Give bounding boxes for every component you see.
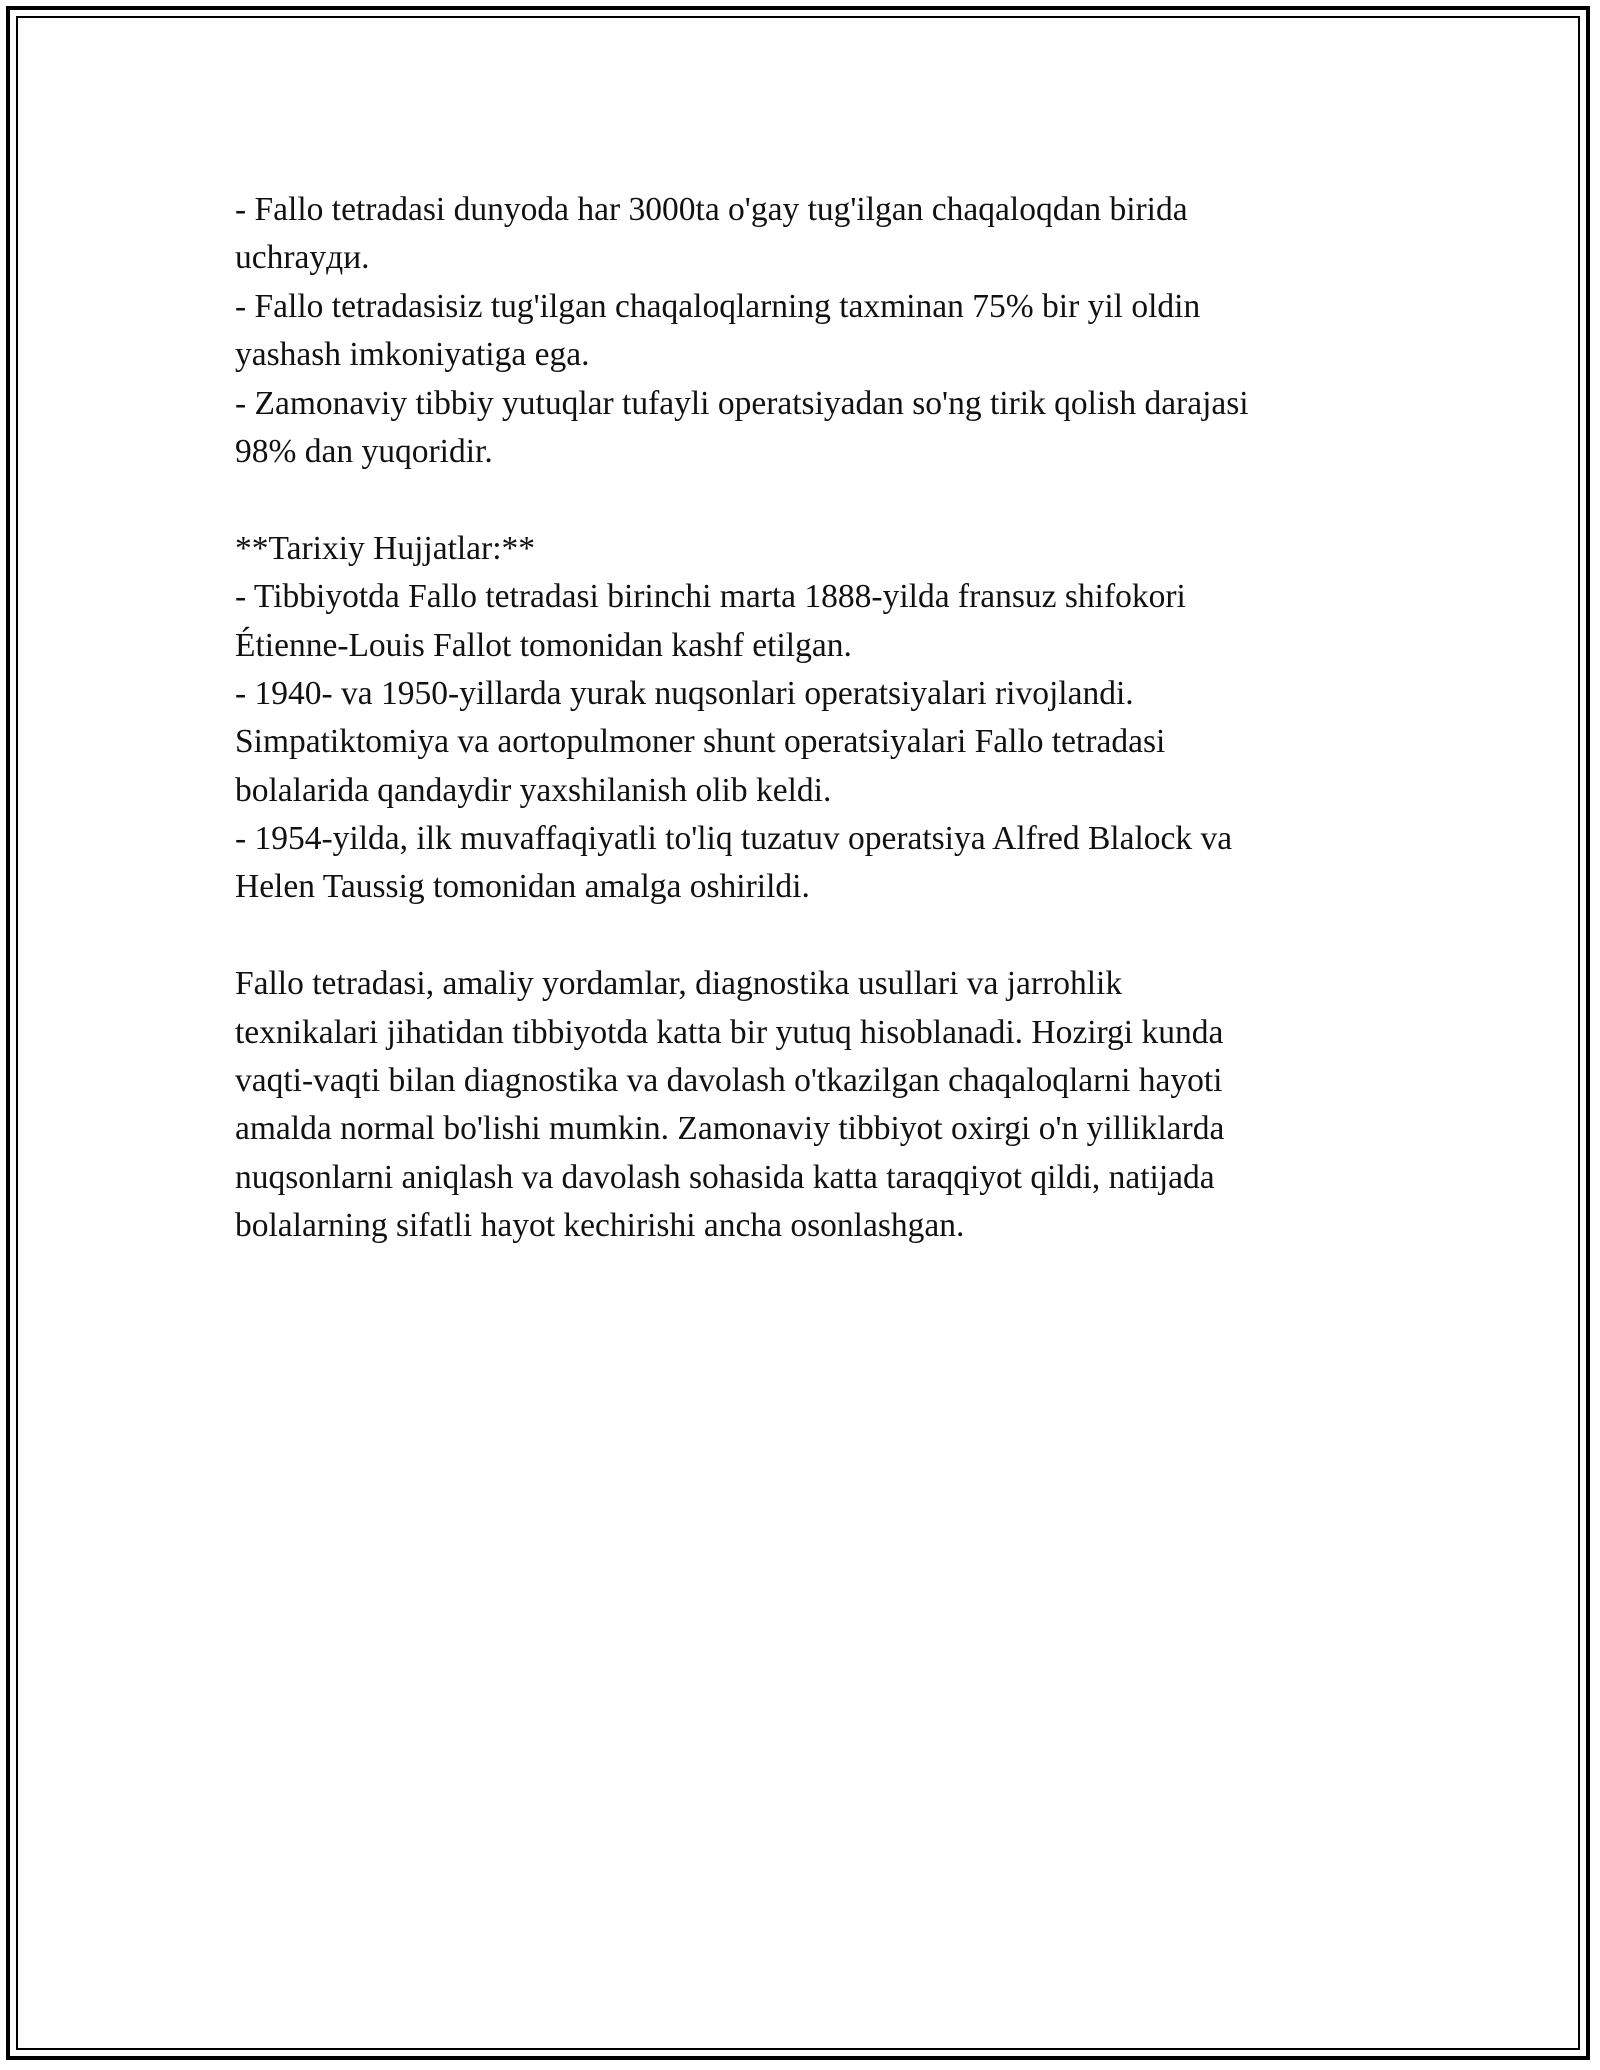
text-line: texnikalari jihatidan tibbiyotda katta bir yutuq hisoblanadi. Hozirgi kunda (235, 1013, 1224, 1051)
text-line: Étienne-Louis Fallot tomonidan kashf etilgan. (235, 626, 852, 664)
history-section (235, 525, 1385, 912)
text-line: Simpatiktomiya va aortopulmoner shunt operatsiyalari Fallo tetradasi (235, 723, 1166, 761)
conclusion-paragraph (235, 960, 1385, 1250)
text-line: - 1940- va 1950-yillarda yurak nuqsonlari operatsiyalari rivojlandi. (235, 674, 1134, 712)
text-line: Fallo tetradasi, amaliy yordamlar, diagnostika usullari va jarrohlik (235, 965, 1123, 1003)
section-heading: **Tarixiy Hujjatlar:** (235, 529, 536, 567)
text-line: Helen Taussig tomonidan amalga oshirildi. (235, 868, 810, 906)
text-line: - Fallo tetradasisiz tug'ilgan chaqaloqlarning taxminan 75% bir yil oldin (235, 287, 1201, 325)
text-line: - Fallo tetradasi dunyoda har 3000ta o'gay tug'ilgan chaqaloqdan birida (235, 191, 1188, 228)
text-line: bolalarida qandaydir yaxshilanish olib keldi. (235, 771, 832, 809)
text-line: uchrayди. (235, 239, 370, 277)
text-line: nuqsonlarni aniqlash va davolash sohasida katta taraqqiyot qildi, natijada (235, 1158, 1215, 1196)
statistics-section (235, 186, 1385, 476)
text-line: bolalarning sifatli hayot kechirishi ancha osonlashgan. (235, 1207, 965, 1245)
text-line: vaqti-vaqti bilan diagnostika va davolash o'tkazilgan chaqaloqlarni hayoti (235, 1062, 1223, 1100)
text-line: - 1954-yilda, ilk muvaffaqiyatli to'liq tuzatuv operatsiya Alfred Blalock va (235, 820, 1233, 858)
paragraph-gap (235, 912, 1385, 960)
text-line: yashash imkoniyatiga ega. (235, 336, 590, 374)
text-line: - Zamonaviy tibbiy yutuqlar tufayli operatsiyadan so'ng tirik qolish darajasi (235, 384, 1249, 422)
text-line: - Tibbiyotda Fallo tetradasi birinchi marta 1888-yilda fransuz shifokori (235, 578, 1186, 616)
document-body (235, 186, 1385, 1251)
text-line: 98% dan yuqoridir. (235, 432, 493, 470)
text-line: amalda normal bo'lishi mumkin. Zamonaviy tibbiyot oxirgi o'n yilliklarda (235, 1110, 1225, 1148)
paragraph-gap (235, 476, 1385, 524)
